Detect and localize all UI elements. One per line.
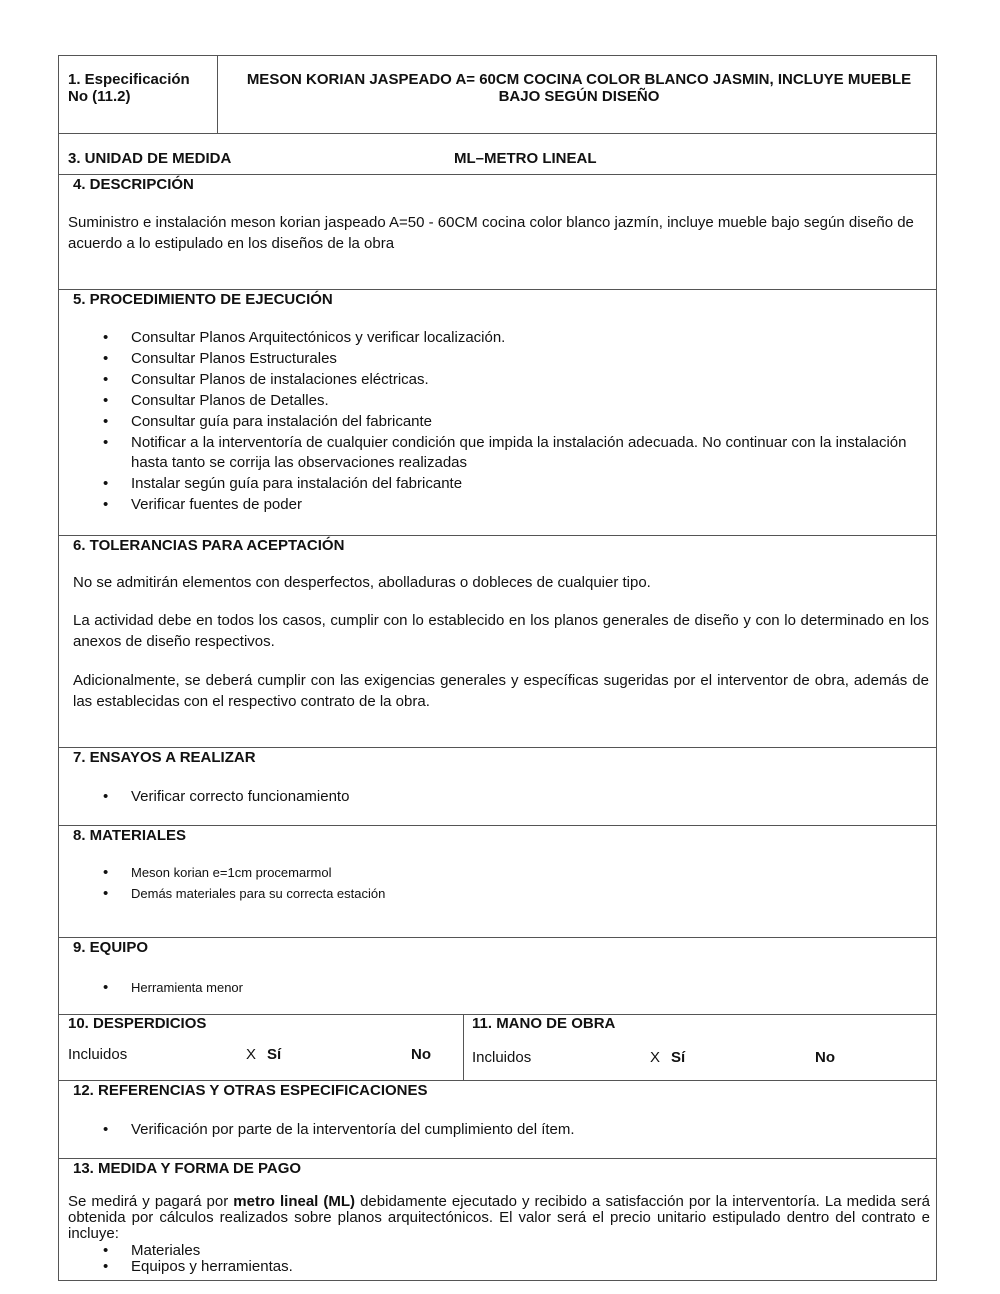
list-item: • Demás materiales para su correcta estación <box>59 883 919 904</box>
payment-text <box>68 1194 930 1242</box>
references-heading: 12. REFERENCIAS Y OTRAS ESPECIFICACIONES <box>73 1082 428 1099</box>
tolerances-section <box>59 536 936 748</box>
tolerances-paragraph-3: Adicionalmente, se deberá cumplir con las exigencias generales y específicas sugeridas por el interventor de obra, además de las establecidas con el respectivo contrato de la obra. <box>73 672 929 710</box>
waste-yes-option: Sí <box>267 1046 282 1063</box>
list-item: • Verificar correcto funcionamiento <box>59 787 919 807</box>
list-item: • Materiales <box>59 1243 919 1259</box>
list-item: • Notificar a la interventoría de cualquier condición que impida la instalación adecuada. No continuar con la instalación hasta tanto se corrija las observaciones realizadas <box>59 433 919 473</box>
equipment-list <box>59 977 919 998</box>
list-item: • Instalar según guía para instalación del fabricante <box>59 474 919 494</box>
list-item: • Consultar Planos de Detalles. <box>59 391 919 411</box>
spec-number-label: 1. Especificación No (11.2) <box>68 71 190 105</box>
payment-text-start: Se medirá y pagará por <box>68 1193 234 1210</box>
tests-section <box>59 748 936 826</box>
list-item: • Herramienta menor <box>59 977 919 998</box>
tests-heading: 7. ENSAYOS A REALIZAR <box>73 749 256 766</box>
list-item: • Equipos y herramientas. <box>59 1259 919 1275</box>
procedure-heading: 5. PROCEDIMIENTO DE EJECUCIÓN <box>73 291 333 308</box>
equipment-heading: 9. EQUIPO <box>73 939 149 956</box>
waste-no-option: No <box>411 1046 431 1063</box>
specification-sheet <box>58 55 937 1281</box>
tolerances-heading: 6. TOLERANCIAS PARA ACEPTACIÓN <box>73 537 345 554</box>
list-item: • Consultar Planos Arquitectónicos y verificar localización. <box>59 328 919 348</box>
tolerances-paragraph-1: No se admitirán elementos con desperfectos, abolladuras o dobleces de cualquier tipo. <box>73 574 651 591</box>
waste-included-label: Incluidos <box>68 1046 128 1063</box>
waste-labor-divider <box>463 1015 464 1080</box>
tolerances-paragraph-2: La actividad debe en todos los casos, cumplir con lo establecido en los planos generales de diseño y con lo determinado en los anexos de diseño respectivos. <box>73 612 929 650</box>
spec-header-row <box>59 56 936 134</box>
payment-list <box>59 1243 919 1275</box>
labor-heading: 11. MANO DE OBRA <box>472 1015 616 1032</box>
spec-title: MESON KORIAN JASPEADO A= 60CM COCINA COLOR BLANCO JASMIN, INCLUYE MUEBLE BAJO SEGÚN DISEÑO <box>246 71 912 105</box>
description-heading: 4. DESCRIPCIÓN <box>73 176 194 193</box>
labor-no-option: No <box>815 1049 835 1066</box>
labor-yes-option: Sí <box>671 1049 686 1066</box>
list-item: • Meson korian e=1cm procemarmol <box>59 862 919 883</box>
labor-included-label: Incluidos <box>472 1049 532 1066</box>
list-item: • Consultar guía para instalación del fabricante <box>59 412 919 432</box>
materials-list <box>59 862 919 904</box>
list-item: • Consultar Planos de instalaciones eléctricas. <box>59 370 919 390</box>
references-section <box>59 1081 936 1159</box>
list-item: • Consultar Planos Estructurales <box>59 349 919 369</box>
tests-list <box>59 787 919 807</box>
waste-labor-row <box>59 1015 936 1081</box>
waste-heading: 10. DESPERDICIOS <box>68 1015 207 1032</box>
description-section <box>59 175 936 290</box>
payment-heading: 13. MEDIDA Y FORMA DE PAGO <box>73 1160 302 1177</box>
materials-heading: 8. MATERIALES <box>73 827 187 844</box>
unit-row <box>59 134 936 175</box>
payment-text-end: debidamente ejecutado y recibido a satisfacción por la interventoría. La medida será obtenida por cálculos realizados sobre planos arquitectónicos. El valor será el precio unitario estipulado dentro del contrato e incluye: <box>68 1193 931 1242</box>
unit-value: ML–METRO LINEAL <box>454 150 597 167</box>
payment-section <box>59 1159 936 1280</box>
procedure-list <box>59 328 919 515</box>
spec-divider <box>217 56 218 133</box>
references-list <box>59 1120 919 1140</box>
procedure-section <box>59 290 936 536</box>
description-text: Suministro e instalación meson korian jaspeado A=50 - 60CM cocina color blanco jazmín, incluye mueble bajo según diseño de acuerdo a lo estipulado en los diseños de la obra <box>68 214 914 252</box>
labor-x-mark: X <box>650 1049 661 1066</box>
materials-section <box>59 826 936 938</box>
equipment-section <box>59 938 936 1015</box>
unit-label: 3. UNIDAD DE MEDIDA <box>68 150 232 167</box>
waste-x-mark: X <box>246 1046 257 1063</box>
list-item: • Verificación por parte de la interventoría del cumplimiento del ítem. <box>59 1120 919 1140</box>
payment-unit-bold: metro lineal (ML) <box>233 1193 356 1210</box>
list-item: • Verificar fuentes de poder <box>59 495 919 515</box>
